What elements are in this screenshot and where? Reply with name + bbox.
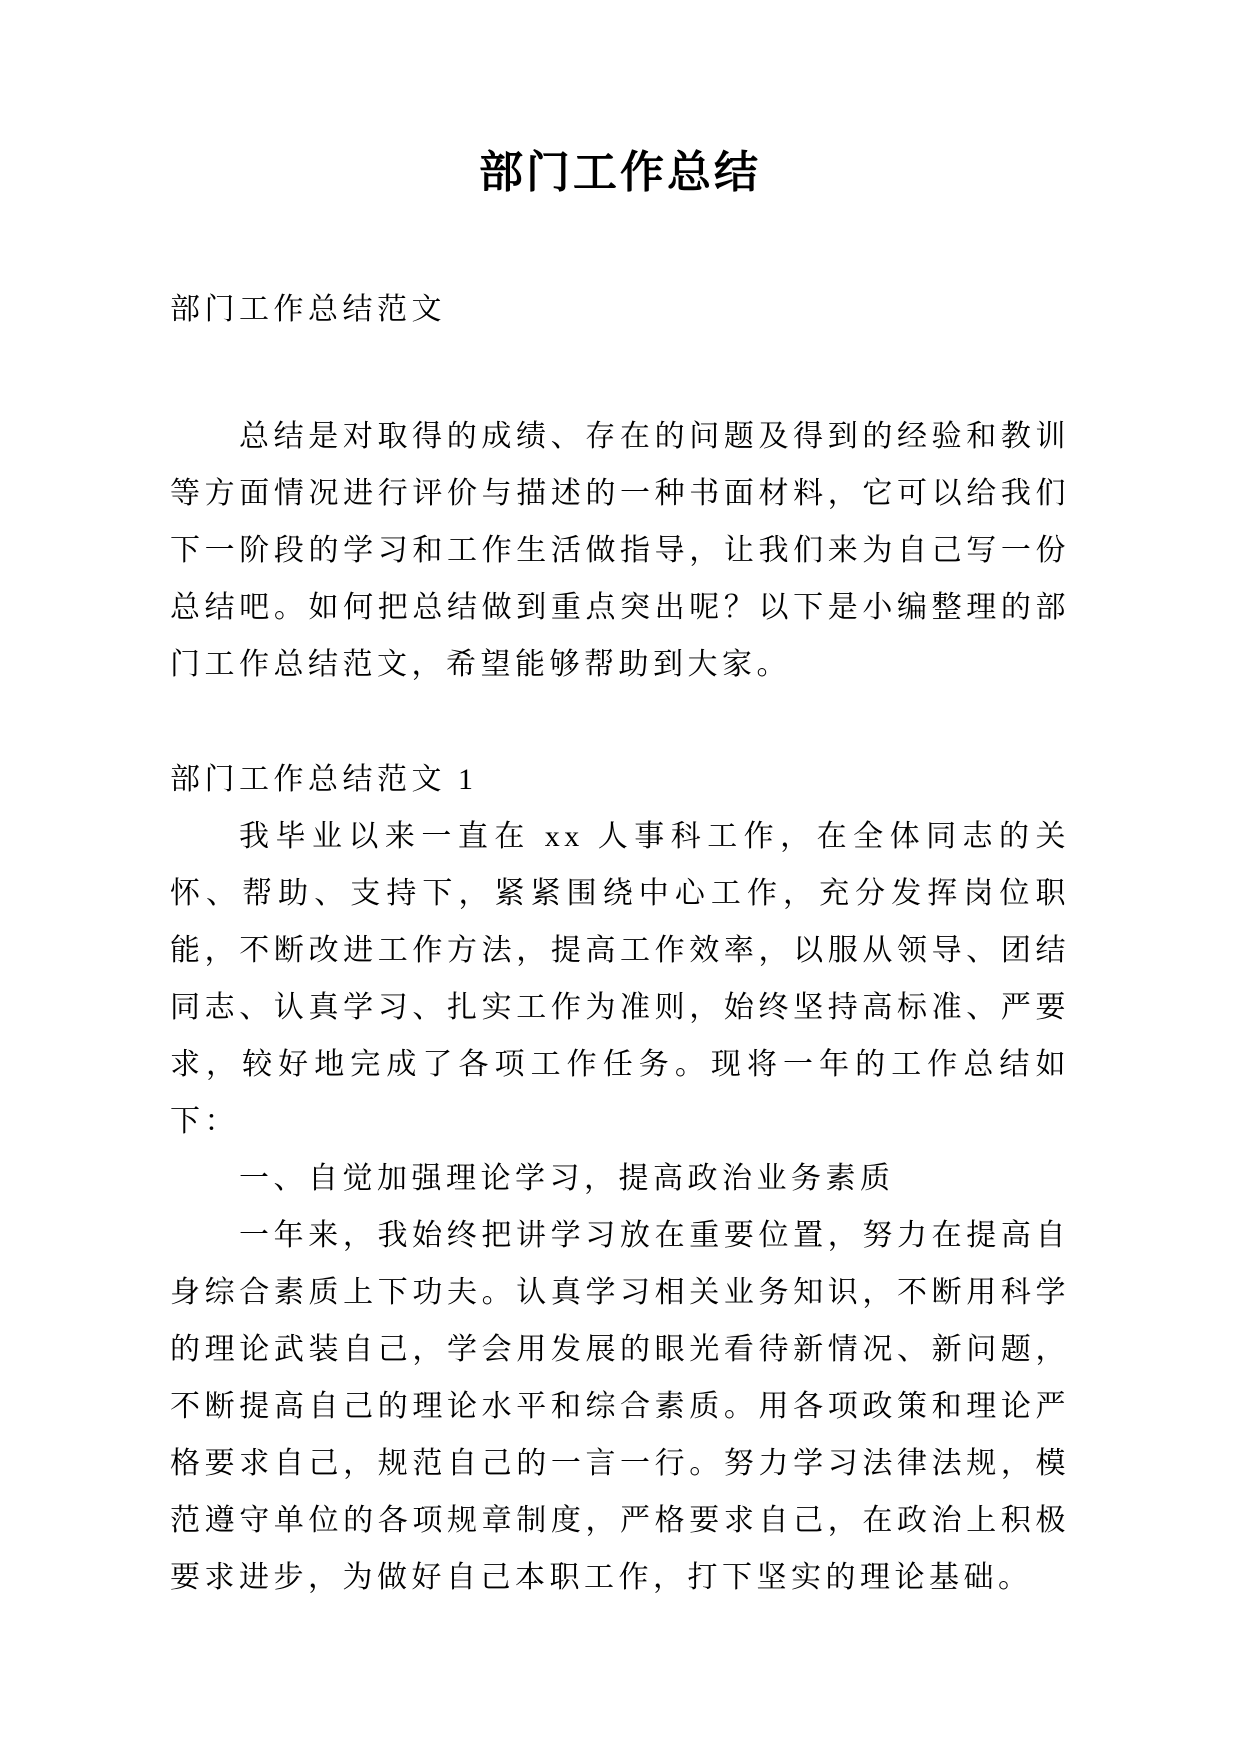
paragraph: 总结是对取得的成绩、存在的问题及得到的经验和教训等方面情况进行评价与描述的一种书面材料，它可以给我们下一阶段的学习和工作生活做指导，让我们来为自己写一份总结吧。如何把总结做到重点突出呢？以下是小编整理的部门工作总结范文，希望能够帮助到大家。 [170, 420, 1070, 681]
paragraph: 我毕业以来一直在 xx 人事科工作，在全体同志的关怀、帮助、支持下，紧紧围绕中心工作，充分发挥岗位职能，不断改进工作方法，提高工作效率，以服从领导、团结同志、认真学习、扎实工作为准则，始终坚持高标准、严要求，较好地完成了各项工作任务。现将一年的工作总结如下： [170, 820, 1070, 1138]
paragraph: 一年来，我始终把讲学习放在重要位置，努力在提高自身综合素质上下功夫。认真学习相关业务知识，不断用科学的理论武装自己，学会用发展的眼光看待新情况、新问题，不断提高自己的理论水平和综合素质。用各项政策和理论严格要求自己，规范自己的一言一行。努力学习法律法规，模范遵守单位的各项规章制度，严格要求自己，在政治上积极要求进步，为做好自己本职工作，打下坚实的理论基础。 [170, 1219, 1070, 1594]
subsection-heading: 一、自觉加强理论学习，提高政治业务素质 [239, 1162, 895, 1195]
section-label: 部门工作总结范文 [170, 293, 446, 326]
document-title: 部门工作总结 [479, 148, 761, 197]
section-label: 部门工作总结范文 1 [170, 763, 478, 796]
